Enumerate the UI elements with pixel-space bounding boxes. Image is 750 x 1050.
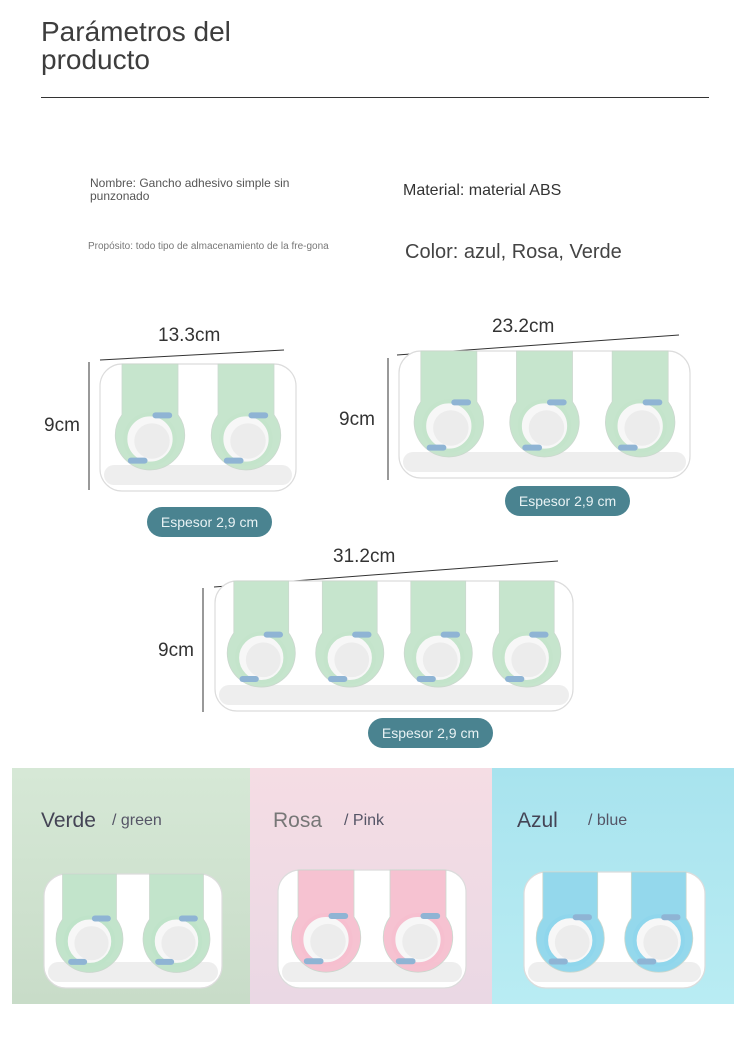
hook [316,581,384,687]
hook [383,870,452,972]
hook [291,870,360,972]
hook-clip-tooth [396,958,416,964]
product-3-thickness-badge: Espesor 2,9 cm [368,718,493,748]
product-3-width-label: 31.2cm [333,546,396,567]
hook-clip-hole [74,926,108,960]
hook-clip-tooth [573,914,592,920]
hook-clip-tooth [529,632,548,638]
color-english-green: / green [112,812,162,829]
spec-nombre: Nombre: Gancho adhesivo simple sin punzonado [90,176,290,203]
hook-clip-hole [334,642,369,677]
color-name-verde: Verde [41,809,96,832]
blue-hook-image [522,866,707,990]
product-1-width-label: 13.3cm [158,325,221,346]
hook-clip-hole [423,642,458,677]
rack-bottom-shade [219,685,569,705]
product-2-width-label: 23.2cm [492,316,555,337]
color-panel-pink [250,768,492,1004]
hook [227,581,295,687]
color-english-green-text: green [120,812,162,829]
color-panel-green [12,768,250,1004]
pink-hook-image [276,864,468,990]
hook-clip-hole [555,925,590,960]
spec-proposito: Propósito: todo tipo de almacenamiento de la fre-gona [88,241,329,252]
hook-clip-tooth [352,632,371,638]
color-english-blue-text: blue [596,812,628,829]
product-1-height-label: 9cm [44,415,80,436]
hook-clip-tooth [328,676,347,682]
hook-clip-tooth [328,913,348,919]
color-english-blue: / blue [588,812,628,829]
color-name-rosa: Rosa [273,809,323,832]
color-english-pink: / Pink [344,812,385,829]
spec-color: Color: azul, Rosa, Verde [405,241,622,263]
hook-clip-tooth [155,959,174,965]
hook [404,581,472,687]
hook [536,872,604,972]
hook-clip-tooth [264,632,283,638]
green-hook-image [42,868,224,990]
hook-clip-tooth [549,959,568,965]
hook-clip-tooth [661,914,680,920]
product-1-thickness-badge: Espesor 2,9 cm [147,507,272,537]
hook-clip-hole [511,642,546,677]
hook-clip-hole [161,926,195,960]
color-name-azul: Azul [517,809,558,832]
hook-clip-hole [643,925,678,960]
hook-clip-tooth [68,959,87,965]
hook-clip-tooth [637,959,656,965]
spec-material: Material: material ABS [403,182,562,199]
hook-clip-tooth [240,676,259,682]
color-panel-blue [492,768,734,1004]
hook-clip-tooth [417,676,436,682]
hook-clip-tooth [179,915,198,921]
hook-clip-tooth [304,958,324,964]
hook-clip-hole [310,924,345,959]
page-title-line-1: Parámetros del [41,16,231,47]
hook [625,872,693,972]
product-2-height-label: 9cm [339,409,375,430]
hook-clip-tooth [420,913,440,919]
hook [143,874,210,972]
hook-clip-tooth [441,632,460,638]
hook [493,581,561,687]
color-english-pink-text: Pink [352,812,385,829]
hook-clip-hole [246,642,281,677]
hook-clip-hole [402,924,437,959]
hook [56,874,123,972]
product-3-height-label: 9cm [158,640,194,661]
product-3-image [213,575,575,713]
product-2-thickness-badge: Espesor 2,9 cm [505,486,630,516]
page-title-line-2: producto [41,44,150,75]
hook-clip-tooth [505,676,524,682]
hook-clip-tooth [92,915,111,921]
